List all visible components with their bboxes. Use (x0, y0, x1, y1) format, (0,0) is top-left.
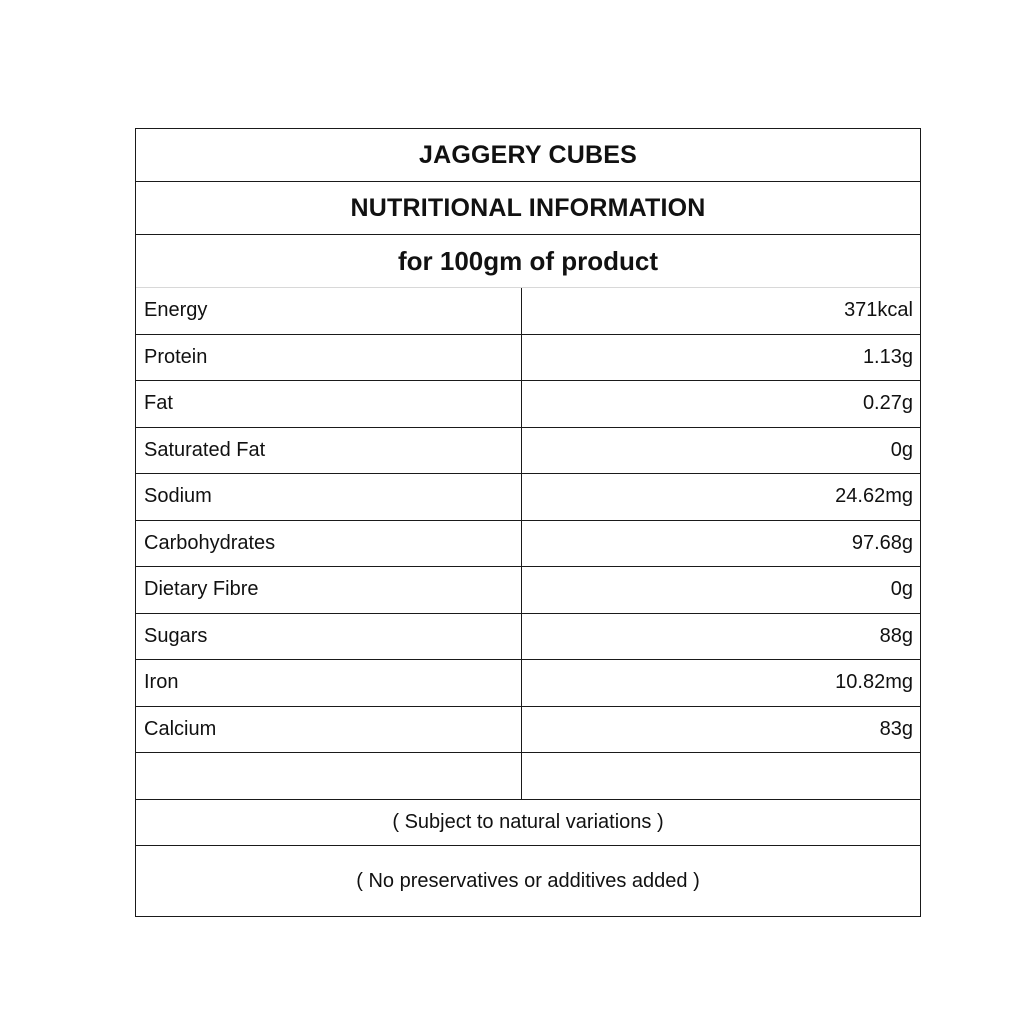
table-row (136, 428, 920, 475)
nutrient-name: Carbohydrates (136, 521, 522, 567)
nutrient-value: 10.82mg (835, 671, 913, 694)
nutrient-value: 83g (879, 717, 913, 740)
serving-basis-cell (136, 235, 920, 287)
table-row (136, 335, 920, 382)
preservatives-note-row (136, 846, 920, 916)
empty-row (136, 753, 920, 800)
table-row (136, 381, 920, 428)
nutrient-value: 371kcal (844, 299, 913, 322)
nutrient-value: 0g (890, 578, 913, 601)
variation-note: ( Subject to natural variations ) (392, 810, 664, 833)
nutrient-name: Calcium (136, 707, 522, 753)
variation-note-cell (136, 800, 920, 846)
section-title-row (136, 182, 920, 235)
table-row (136, 707, 920, 754)
empty-cell (522, 753, 920, 799)
nutrient-name: Dietary Fibre (136, 567, 522, 613)
product-name-cell (136, 129, 920, 181)
nutrient-value: 97.68g (851, 531, 913, 554)
empty-cell (136, 753, 522, 799)
nutrition-table (135, 128, 921, 917)
nutrient-value: 1.13g (862, 345, 913, 368)
nutrient-name: Sodium (136, 474, 522, 520)
table-row (136, 521, 920, 568)
table-row (136, 288, 920, 335)
nutrient-value: 24.62mg (835, 485, 913, 508)
preservatives-note: ( No preservatives or additives added ) (356, 869, 700, 892)
nutrient-name: Protein (136, 335, 522, 381)
product-name: JAGGERY CUBES (419, 140, 637, 169)
table-row (136, 660, 920, 707)
serving-basis-row (136, 235, 920, 288)
nutrient-name: Fat (136, 381, 522, 427)
nutrient-name: Sugars (136, 614, 522, 660)
nutrient-value: 0g (890, 438, 913, 461)
nutrient-name: Iron (136, 660, 522, 706)
section-title-cell (136, 182, 920, 234)
nutrient-name: Saturated Fat (136, 428, 522, 474)
table-row (136, 614, 920, 661)
product-name-row (136, 129, 920, 182)
serving-basis: for 100gm of product (397, 245, 658, 276)
nutrient-value: 88g (879, 624, 913, 647)
variation-note-row (136, 800, 920, 847)
preservatives-note-cell (136, 846, 920, 916)
nutrient-value: 0.27g (862, 392, 913, 415)
nutrient-name: Energy (136, 288, 522, 334)
section-title: NUTRITIONAL INFORMATION (350, 193, 706, 222)
table-row (136, 474, 920, 521)
table-row (136, 567, 920, 614)
